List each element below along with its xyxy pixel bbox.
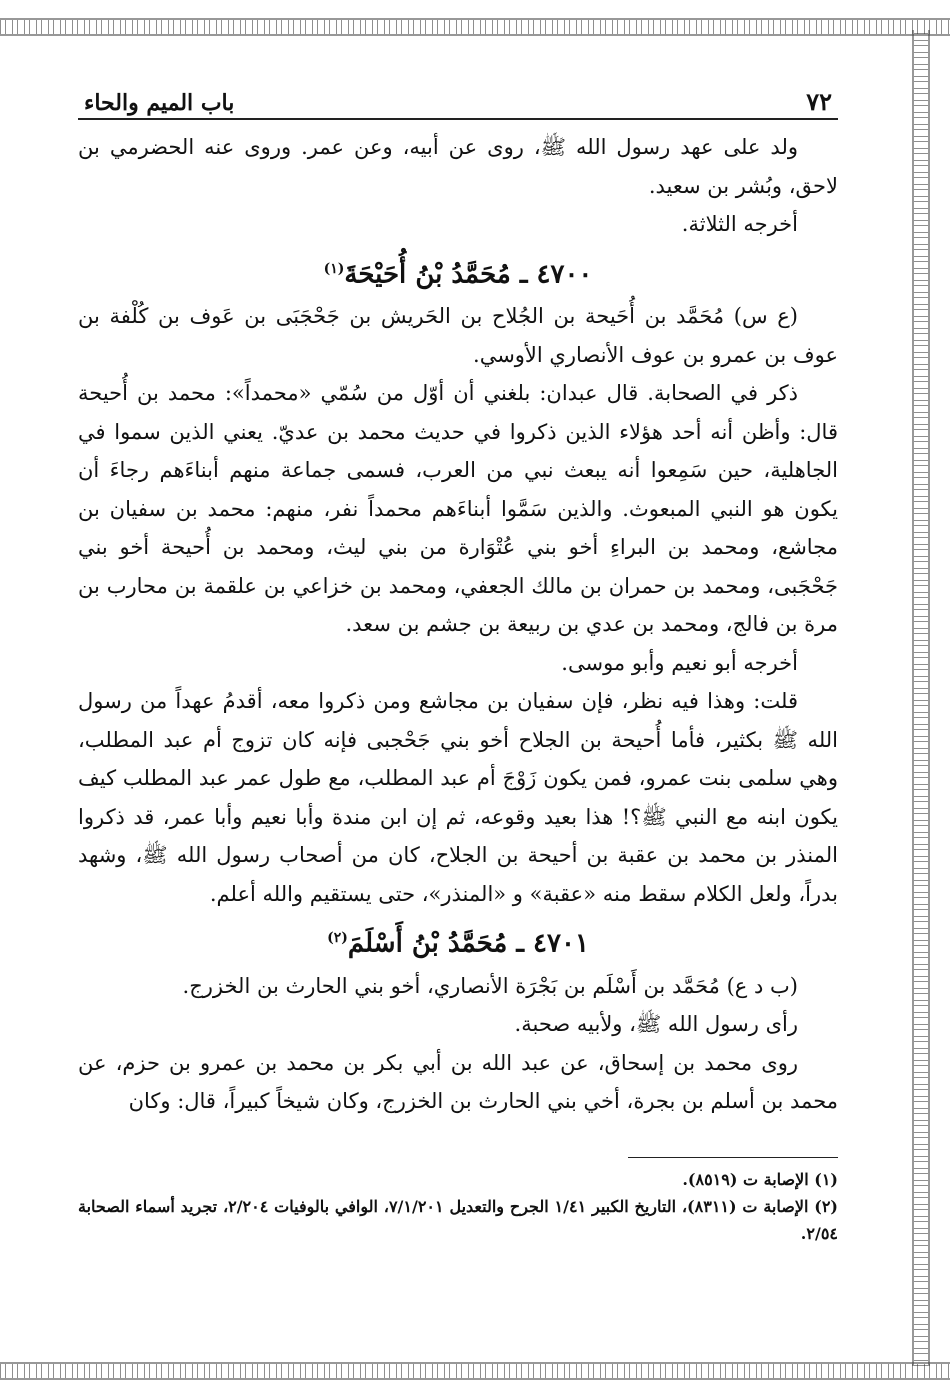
- footnote-ref: (١): [323, 260, 345, 277]
- page-number: ٧٢: [806, 87, 832, 116]
- body-text: [78, 128, 838, 1121]
- running-header: [78, 80, 838, 120]
- paragraph: ذكر في الصحابة. قال عبدان: بلغني أن أوّل من سُمّي «محمداً»: محمد بن أُحيحة قال: وأظن أنه أحد هؤلاء الذين ذكروا في حديث محمد بن عديّ. يعني الذين سموا في الجاهلية، حين سَمِعوا أنه يبعث نبي من العرب، فسمى جماعة منهم أبناءَهم رجاءَ أن يكون هو النبي المبعوث. والذين سَمَّوا أبناءَهم محمداً نفر، منهم: محمد بن سفيان بن مجاشع، ومحمد بن البراءِ أخو بني عُتْوَارة من بني ليث، ومحمد بن أُحيحة أخو بني جَحْجَبى، ومحمد بن حمران بن مالك الجعفي، ومحمد بن خزاعي بن علقمة بن محارب بن مرة بن فالج، ومحمد بن عدي بن ربيعة بن جشم بن سعد.: [78, 381, 838, 637]
- footnote: (٢) الإصابة ت (٨٣١١)، التاريخ الكبير ١/٤١ الجرح والتعديل ٧/١/٢٠١، الوافي بالوفيات ٢/٢٠٤، تجريد أسماء الصحابة ٢/٥٤.: [78, 1196, 838, 1243]
- entry-heading: [78, 246, 838, 298]
- running-title: باب الميم والحاء: [84, 90, 235, 116]
- paragraph: (ب د ع) مُحَمَّد بن أَسْلَم بن بَجْرَة الأنصاري، أخو بني الحارث بن الخزرج.: [182, 973, 798, 998]
- page: [78, 80, 838, 1247]
- decorative-border-bottom: [0, 1362, 950, 1380]
- paragraph: ولد على عهد رسول الله ﷺ، روى عن أبيه، وعن عمر. وروى عنه الحضرمي بن لاحق، وبُشر بن سعيد.: [78, 135, 838, 198]
- entry-heading: [78, 915, 838, 967]
- paragraph: أخرجه الثلاثة.: [681, 212, 798, 236]
- paragraph: رأى رسول الله ﷺ، ولأبيه صحبة.: [514, 1012, 798, 1037]
- footnote-ref: (٢): [327, 930, 348, 947]
- paragraph: (ع س) مُحَمَّد بن أُحَيحة بن الجُلاح بن الحَريش بن جَحْجَبَى بن عَوف بن كُلْفة بن عوف بن عمرو بن عوف الأنصاري الأوسي.: [78, 304, 838, 367]
- footnotes: [78, 1166, 838, 1247]
- paragraph: أخرجه أبو نعيم وأبو موسى.: [561, 650, 798, 675]
- paragraph: روى محمد بن إسحاق، عن عبد الله بن أبي بكر بن محمد بن عمرو بن حزم، عن محمد بن أسلم بن بجرة، أخي بني الحارث بن الخزرج، وكان شيخاً كبيراً، قال: وكان: [78, 1050, 838, 1114]
- footnote: (١) الإصابة ت (٨٥١٩).: [682, 1169, 838, 1189]
- entry-title: ٤٧٠١ ـ مُحَمَّدُ بْنُ أَسْلَمَ: [347, 928, 589, 959]
- decorative-border-right: [912, 30, 930, 1366]
- entry-title: ٤٧٠٠ ـ مُحَمَّدُ بْنُ أُحَيْحَةَ: [344, 259, 593, 290]
- footnote-divider: [628, 1157, 838, 1158]
- decorative-border-top: [0, 18, 950, 36]
- paragraph: قلت: وهذا فيه نظر، فإن سفيان بن مجاشع ومن ذكروا معه، أقدمُ عهداً من رسول الله ﷺ بكثير، فأما أُحيحة بن الجلاح أخو بني جَحْجبى فإنه كان تزوج أم عبد المطلب، وهي سلمى بنت عمرو، فمن يكون زَوْجَ أم عبد المطلب، مع طول عمر عبد المطلب كيف يكون ابنه مع النبي ﷺ؟! هذا بعيد وقوعه، ثم إن ابن مندة وأبا نعيم وأبا عمر، قد ذكروا المنذر بن محمد بن عقبة بن أحيحة بن الجلاح، كان من أصحاب رسول الله ﷺ، وشهد بدراً، ولعل الكلام سقط منه «عقبة» و «المنذر»، حتى يستقيم والله أعلم.: [78, 689, 838, 906]
